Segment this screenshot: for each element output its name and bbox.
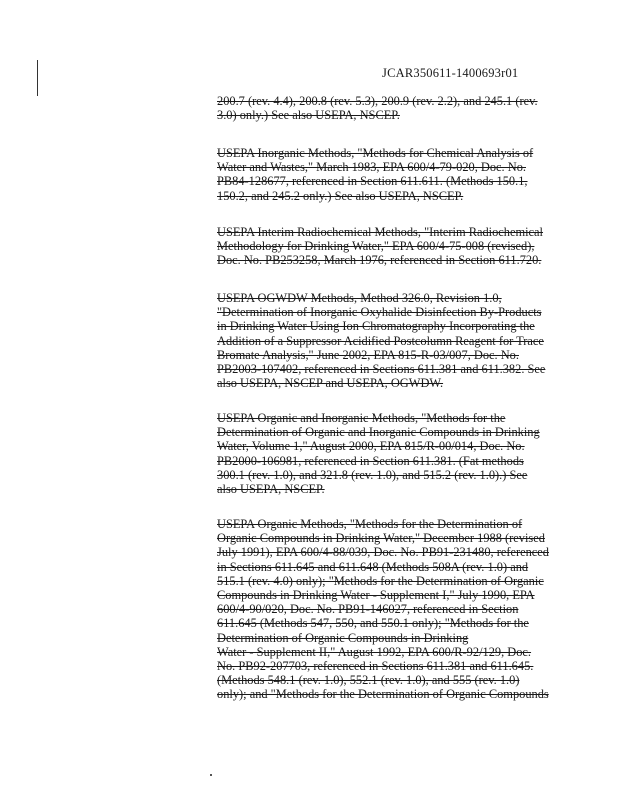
text-line: USEPA OGWDW Methods, Method 326.0, Revision 1.0, [217,291,502,305]
paragraph-organic-methods [217,517,549,702]
text-line: also USEPA, NSCEP and USEPA, OGWDW. [217,376,444,391]
text-line: No. PB92-207703, referenced in Sections 611.381 and 611.645. [217,659,534,674]
text-line: Determination of Organic Compounds in Drinking [217,630,469,645]
text-line: Determination of Organic and Inorganic Compounds in Drinking [217,425,540,440]
text-line: (Methods 548.1 (rev. 1.0), 552.1 (rev. 1.0), and 555 (rev. 1.0) [217,673,520,688]
paragraph-organic-inorganic-methods [217,411,544,496]
text-line: USEPA Organic Methods, "Methods for the Determination of [217,517,523,531]
document-id: JCAR350611-1400693r01 [382,66,519,80]
text-line: Addition of a Suppressor Acidified Postcolumn Reagent for Trace [217,333,544,348]
text-line: 150.2, and 245.2 only.) See also USEPA, NSCEP. [217,188,464,203]
text-line: also USEPA, NSCEP. [217,482,325,497]
text-line: "Determination of Inorganic Oxyhalide Disinfection By-Products [217,305,542,320]
margin-revision-bar [37,60,38,96]
text-line: USEPA Organic and Inorganic Methods, "Methods for the [217,411,506,425]
text-line: 600/4-90/020, Doc. No. PB91-146027, referenced in Section [217,602,519,617]
text-line: PB84-128677, referenced in Section 611.611. (Methods 150.1, [217,174,528,189]
text-line: Water and Wastes," March 1983, EPA 600/4-79-020, Doc. No. [217,160,526,175]
text-line: Water, Volume 1," August 2000, EPA 815/R-00/014, Doc. No. [217,439,525,454]
text-line: only); and "Methods for the Determination of Organic Compounds [217,687,549,702]
text-line: in Drinking Water Using Ion Chromatography Incorporating the [217,319,535,334]
text-line: 3.0) only.) See also USEPA, NSCEP. [217,108,400,123]
scan-speck [210,774,212,776]
text-line: 300.1 (rev. 1.0), and 321.8 (rev. 1.0), and 515.2 (rev. 1.0).) See [217,467,528,482]
text-line: Doc. No. PB253258, March 1976, referenced in Section 611.720. [217,253,542,268]
text-line: in Sections 611.645 and 611.648 (Methods 508A (rev. 1.0) and [217,559,529,574]
text-line: PB2000-106981, referenced in Section 611.381. (Fat methods [217,453,524,468]
text-line: 515.1 (rev. 4.0) only); "Methods for the Determination of Organic [217,573,544,588]
text-line: Bromate Analysis," June 2002, EPA 815-R-03/007, Doc. No. [217,347,519,362]
paragraph-ref-cont [217,94,544,122]
text-line: July 1991), EPA 600/4-88/039, Doc. No. PB91-231480, referenced [217,545,549,560]
text-line: USEPA Inorganic Methods, "Methods for Chemical Analysis of [217,146,534,160]
text-line: USEPA Interim Radiochemical Methods, "Interim Radiochemical [217,225,544,239]
text-line: Organic Compounds in Drinking Water," December 1988 (revised [217,531,545,546]
text-line: Methodology for Drinking Water," EPA 600/4-75-008 (revised), [217,239,535,254]
text-line: 200.7 (rev. 4.4), 200.8 (rev. 5.3), 200.9 (rev. 2.2), and 245.1 (rev. [217,94,538,108]
text-line: PB2003-107402, referenced in Sections 611.381 and 611.382. See [217,362,546,377]
paragraph-inorganic-methods [217,146,544,203]
paragraph-ogwdw-methods [217,291,544,390]
text-line: Compounds in Drinking Water - Supplement I," July 1990, EPA [217,588,535,603]
paragraph-interim-radiochemical [217,225,544,268]
text-line: 611.645 (Methods 547, 550, and 550.1 only); "Methods for the [217,616,529,631]
text-line: Water - Supplement II," August 1992, EPA 600/R-92/129, Doc. [217,644,532,659]
